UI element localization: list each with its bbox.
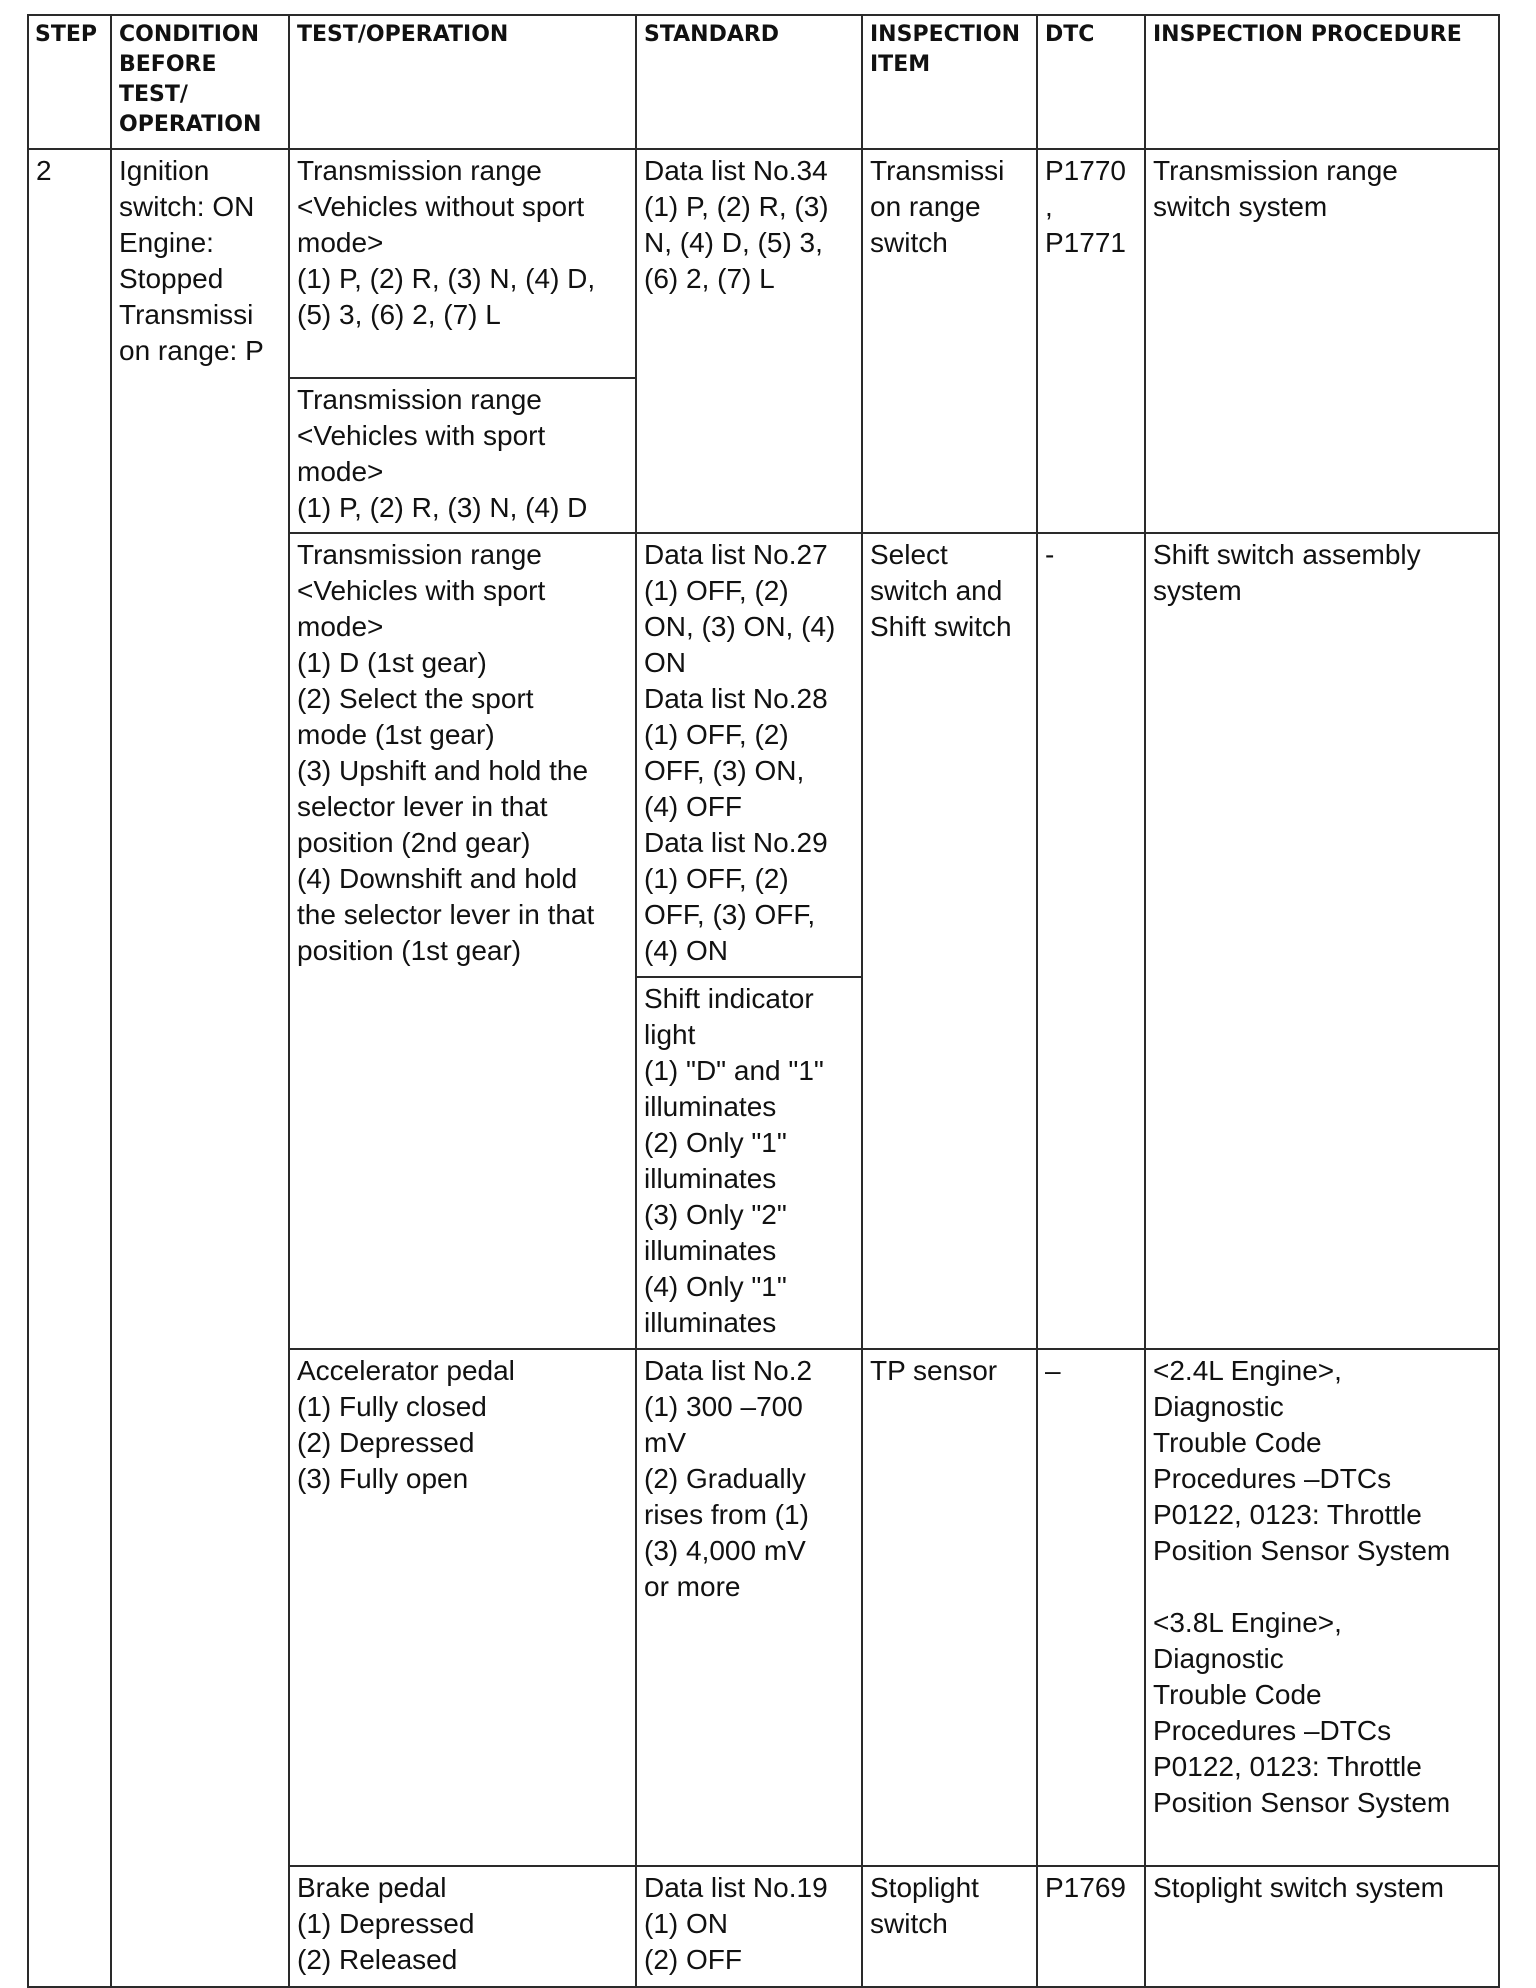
text-line: illuminates [644, 1307, 777, 1338]
text-line: Position Sensor System [1153, 1535, 1451, 1566]
text-line: <2.4L Engine>, [1153, 1355, 1342, 1386]
text-line: TEST/ [119, 82, 188, 107]
text-line: on range: P [119, 335, 264, 366]
text-line: mode> [297, 227, 384, 258]
text-line: switch [870, 1908, 948, 1939]
text-line: (6) 2, (7) L [644, 263, 775, 294]
text-line: switch: ON [119, 191, 255, 222]
text-line: P1770 [1045, 155, 1126, 186]
standard-shift-indicator [636, 977, 862, 1349]
header-test-operation [289, 15, 636, 149]
text-line: <3.8L Engine>, [1153, 1607, 1342, 1638]
text-line: , [1045, 191, 1053, 222]
text-line: Stoplight switch system [1153, 1872, 1444, 1903]
text-line: (4) ON [644, 935, 728, 966]
text-line: switch and [870, 575, 1003, 606]
dtc-shift: - [1037, 533, 1145, 1349]
text-line: light [644, 1019, 696, 1050]
text-line: Engine: [119, 227, 214, 258]
text-line: INSPECTION PROCEDURE [1153, 22, 1462, 47]
procedure-shift [1145, 533, 1499, 1349]
text-line: STANDARD [644, 22, 780, 47]
text-line: (1) 300 –700 [644, 1391, 803, 1422]
text-line: Stopped [119, 263, 224, 294]
text-line: mode (1st gear) [297, 719, 495, 750]
text-line: P0122, 0123: Throttle [1153, 1499, 1422, 1530]
text-line: TEST/OPERATION [297, 22, 509, 47]
text-line: ON [644, 647, 686, 678]
text-line: (3) 4,000 mV [644, 1535, 806, 1566]
text-line: (4) Downshift and hold [297, 863, 578, 894]
item-range-switch [862, 149, 1037, 533]
text-line: (4) Only "1" [644, 1271, 787, 1302]
text-line: Shift switch assembly [1153, 539, 1421, 570]
standard-tp [636, 1349, 862, 1866]
text-line: <Vehicles with sport [297, 575, 546, 606]
text-line: Procedures –DTCs [1153, 1715, 1392, 1746]
text-line: Stoplight [870, 1872, 979, 1903]
text-line: (3) Only "2" [644, 1199, 787, 1230]
text-line: OFF, (3) OFF, [644, 899, 816, 930]
text-line: INSPECTION [870, 22, 1021, 47]
standard-stoplight [636, 1866, 862, 1987]
text-line: position (2nd gear) [297, 827, 531, 858]
text-line: Data list No.27 [644, 539, 828, 570]
text-line: TP sensor [870, 1355, 998, 1386]
text-line: (1) OFF, (2) [644, 719, 789, 750]
step-number: 2 [28, 149, 111, 1987]
text-line: system [1153, 575, 1242, 606]
test-range-sport [289, 378, 636, 533]
text-line: Shift indicator [644, 983, 814, 1014]
text-line: CONDITION [119, 22, 260, 47]
inspection-table [27, 14, 1500, 1988]
text-line: Trouble Code [1153, 1679, 1322, 1710]
text-line: N, (4) D, (5) 3, [644, 227, 823, 258]
header-condition [111, 15, 289, 149]
text-line: Shift switch [870, 611, 1012, 642]
text-line: (1) Depressed [297, 1908, 475, 1939]
header-row [28, 15, 1499, 149]
header-inspection-procedure [1145, 15, 1499, 149]
text-line: DTC [1045, 22, 1095, 47]
standard-shift-data [636, 533, 862, 977]
text-line: Procedures –DTCs [1153, 1463, 1392, 1494]
text-line: on range [870, 191, 981, 222]
text-line: Data list No.2 [644, 1355, 813, 1386]
text-line: switch [870, 227, 948, 258]
text-line: Accelerator pedal [297, 1355, 515, 1386]
text-line: selector lever in that [297, 791, 548, 822]
text-line: (1) OFF, (2) [644, 863, 789, 894]
text-line: Select [870, 539, 948, 570]
header-standard [636, 15, 862, 149]
text-line: (1) ON [644, 1908, 728, 1939]
text-line: STEP [35, 22, 98, 47]
text-line: Data list No.29 [644, 827, 828, 858]
text-line: (1) D (1st gear) [297, 647, 487, 678]
text-line: P0122, 0123: Throttle [1153, 1751, 1422, 1782]
text-line: rises from (1) [644, 1499, 809, 1530]
text-line: (2) OFF [644, 1944, 742, 1975]
procedure-tp-3-8l [1153, 1605, 1491, 1821]
text-line: (4) OFF [644, 791, 742, 822]
text-line: Trouble Code [1153, 1427, 1322, 1458]
procedure-tp-2-4l [1153, 1353, 1491, 1569]
text-line: (3) Upshift and hold the [297, 755, 589, 786]
text-line: (3) Fully open [297, 1463, 469, 1494]
text-line: Transmissi [119, 299, 254, 330]
text-line: Data list No.28 [644, 683, 828, 714]
standard-range [636, 149, 862, 533]
text-line: (2) Only "1" [644, 1127, 787, 1158]
item-tp-sensor [862, 1349, 1037, 1866]
text-line: ON, (3) ON, (4) [644, 611, 836, 642]
header-dtc [1037, 15, 1145, 149]
text-line: illuminates [644, 1163, 777, 1194]
text-line: (2) Depressed [297, 1427, 475, 1458]
dtc-range [1037, 149, 1145, 533]
text-line: Diagnostic [1153, 1391, 1284, 1422]
text-line: (5) 3, (6) 2, (7) L [297, 299, 501, 330]
text-line: Diagnostic [1153, 1643, 1284, 1674]
text-line: mode> [297, 611, 384, 642]
text-line: Transmission range [297, 155, 542, 186]
text-line: Ignition [119, 155, 210, 186]
test-range-no-sport [289, 149, 636, 378]
procedure-stoplight [1145, 1866, 1499, 1987]
test-accelerator [289, 1349, 636, 1866]
text-line: <Vehicles without sport [297, 191, 585, 222]
dtc-stoplight [1037, 1866, 1145, 1987]
dtc-tp: – [1037, 1349, 1145, 1866]
text-line: OPERATION [119, 112, 262, 137]
header-inspection-item [862, 15, 1037, 149]
text-line: (2) Gradually [644, 1463, 806, 1494]
procedure-tp [1145, 1349, 1499, 1866]
text-line: Transmission range [297, 539, 542, 570]
text-line: (1) Fully closed [297, 1391, 487, 1422]
text-line: <Vehicles with sport [297, 420, 546, 451]
text-line: switch system [1153, 191, 1328, 222]
text-line: Transmissi [870, 155, 1005, 186]
text-line: Data list No.34 [644, 155, 828, 186]
text-line: illuminates [644, 1235, 777, 1266]
text-line: the selector lever in that [297, 899, 595, 930]
text-line: (1) "D" and "1" [644, 1055, 824, 1086]
text-line: P1769 [1045, 1872, 1126, 1903]
item-stoplight-switch [862, 1866, 1037, 1987]
text-line: illuminates [644, 1091, 777, 1122]
text-line: BEFORE [119, 52, 217, 77]
text-line: P1771 [1045, 227, 1126, 258]
text-line: mode> [297, 456, 384, 487]
item-shift-switch [862, 533, 1037, 1349]
text-line: (1) P, (2) R, (3) N, (4) D, [297, 263, 596, 294]
text-line: (1) OFF, (2) [644, 575, 789, 606]
procedure-range [1145, 149, 1499, 533]
header-step [28, 15, 111, 149]
text-line: (2) Released [297, 1944, 458, 1975]
condition-cell [111, 149, 289, 1987]
text-line: ITEM [870, 52, 931, 77]
table-row [28, 149, 1499, 378]
text-line: (1) P, (2) R, (3) [644, 191, 829, 222]
text-line: position (1st gear) [297, 935, 522, 966]
text-line: Transmission range [1153, 155, 1398, 186]
text-line: Position Sensor System [1153, 1787, 1451, 1818]
text-line: Transmission range [297, 384, 542, 415]
text-line: mV [644, 1427, 686, 1458]
text-line: or more [644, 1571, 741, 1602]
text-line: Data list No.19 [644, 1872, 828, 1903]
text-line: (2) Select the sport [297, 683, 534, 714]
text-line: OFF, (3) ON, [644, 755, 805, 786]
test-shift [289, 533, 636, 1349]
test-brake [289, 1866, 636, 1987]
text-line: (1) P, (2) R, (3) N, (4) D [297, 492, 588, 523]
text-line: Brake pedal [297, 1872, 447, 1903]
